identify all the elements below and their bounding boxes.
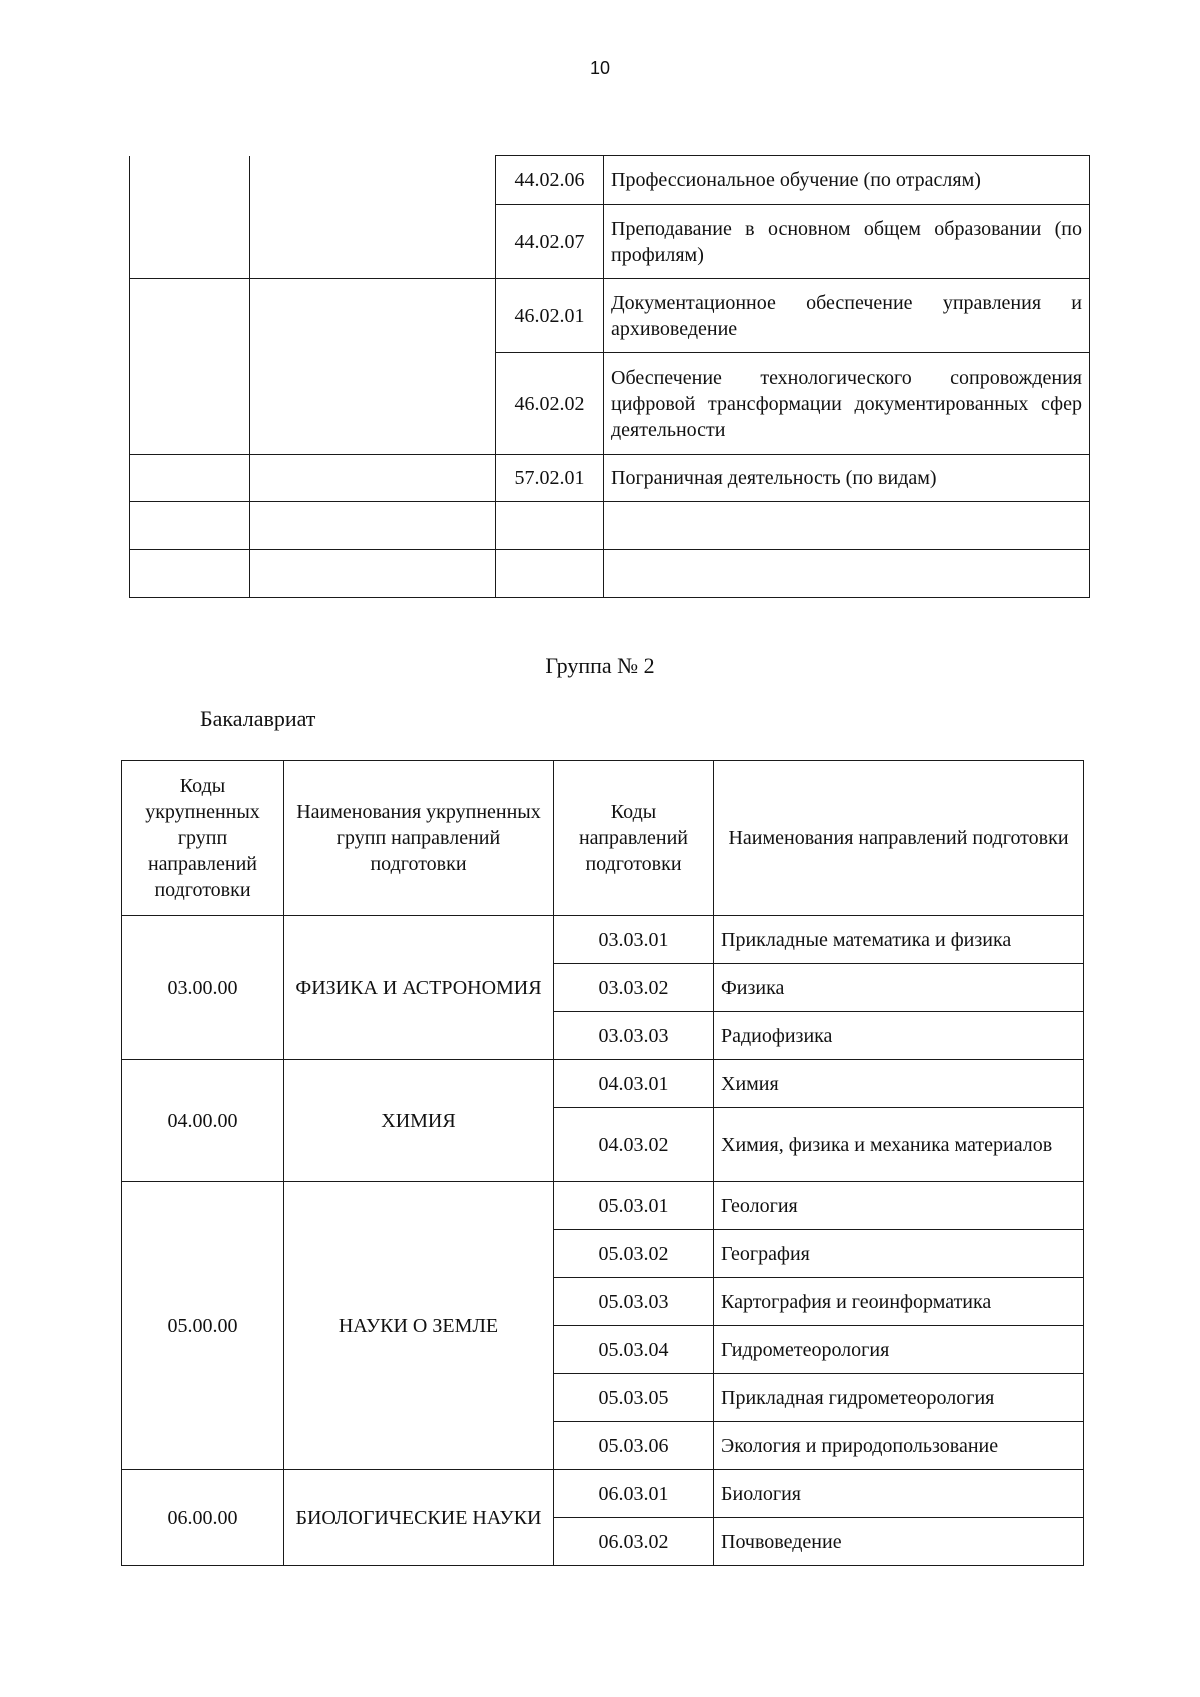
empty-cell (250, 550, 496, 598)
direction-name-cell: Картография и геоинформатика (714, 1278, 1084, 1326)
empty-cell (130, 502, 250, 550)
direction-code-cell: 05.03.03 (554, 1278, 714, 1326)
table-row (122, 1182, 1084, 1230)
group-name-cell (250, 455, 496, 502)
table-row (130, 502, 1090, 550)
direction-name-cell: Обеспечение технологического сопровождения цифровой трансформации документированных сфер деятельности (604, 353, 1090, 455)
direction-code-cell: 03.03.02 (554, 964, 714, 1012)
direction-name-cell: Профессиональное обучение (по отраслям) (604, 156, 1090, 205)
direction-code-cell: 06.03.02 (554, 1518, 714, 1566)
empty-cell (604, 502, 1090, 550)
level-label: Бакалавриат (200, 706, 316, 731)
direction-code-cell: 44.02.06 (496, 156, 604, 205)
header-direction-code: Коды направлений подготовки (554, 761, 714, 916)
group-name-cell (250, 279, 496, 455)
direction-name-cell: География (714, 1230, 1084, 1278)
direction-name-cell: Почвоведение (714, 1518, 1084, 1566)
direction-name-cell: Химия (714, 1060, 1084, 1108)
direction-code-cell: 57.02.01 (496, 455, 604, 502)
group-code-cell (130, 455, 250, 502)
direction-code-cell: 05.03.04 (554, 1326, 714, 1374)
direction-code-cell: 44.02.07 (496, 205, 604, 279)
header-group-code: Коды укрупненных групп направлений подготовки (122, 761, 284, 916)
directions-table (121, 760, 1084, 1566)
table-row (130, 550, 1090, 598)
empty-cell (604, 550, 1090, 598)
direction-name-cell: Физика (714, 964, 1084, 1012)
direction-name-cell: Биология (714, 1470, 1084, 1518)
direction-name-cell: Экология и природопользование (714, 1422, 1084, 1470)
table-header-row (122, 761, 1084, 916)
direction-code-cell: 05.03.01 (554, 1182, 714, 1230)
direction-name-cell: Геология (714, 1182, 1084, 1230)
group-code-cell: 04.00.00 (122, 1060, 284, 1182)
table-row (130, 455, 1090, 502)
direction-code-cell: 05.03.02 (554, 1230, 714, 1278)
group-code-cell: 03.00.00 (122, 916, 284, 1060)
empty-cell (250, 502, 496, 550)
header-group-name: Наименования укрупненных групп направлений подготовки (284, 761, 554, 916)
group-title: Группа № 2 (545, 653, 655, 678)
group-name-cell (250, 156, 496, 279)
group-name-cell: ХИМИЯ (284, 1060, 554, 1182)
direction-code-cell: 46.02.02 (496, 353, 604, 455)
empty-cell (130, 550, 250, 598)
group-code-cell (130, 279, 250, 455)
table-row (130, 156, 1090, 205)
direction-name-cell: Химия, физика и механика материалов (714, 1108, 1084, 1182)
direction-code-cell: 04.03.01 (554, 1060, 714, 1108)
header-direction-name: Наименования направлений подготовки (714, 761, 1084, 916)
direction-code-cell: 05.03.06 (554, 1422, 714, 1470)
group-code-cell (130, 156, 250, 279)
direction-code-cell: 04.03.02 (554, 1108, 714, 1182)
direction-name-cell: Прикладная гидрометеорология (714, 1374, 1084, 1422)
group-code-cell: 06.00.00 (122, 1470, 284, 1566)
direction-code-cell: 05.03.05 (554, 1374, 714, 1422)
direction-name-cell: Гидрометеорология (714, 1326, 1084, 1374)
continued-table (129, 155, 1090, 598)
group-name-cell: БИОЛОГИЧЕСКИЕ НАУКИ (284, 1470, 554, 1566)
group-name-cell: ФИЗИКА И АСТРОНОМИЯ (284, 916, 554, 1060)
direction-name-cell: Радиофизика (714, 1012, 1084, 1060)
table-row (122, 1470, 1084, 1518)
empty-cell (496, 550, 604, 598)
direction-code-cell: 03.03.03 (554, 1012, 714, 1060)
direction-name-cell: Пограничная деятельность (по видам) (604, 455, 1090, 502)
direction-code-cell: 03.03.01 (554, 916, 714, 964)
direction-code-cell: 06.03.01 (554, 1470, 714, 1518)
direction-name-cell: Документационное обеспечение управления и архивоведение (604, 279, 1090, 353)
direction-name-cell: Преподавание в основном общем образовании (по профилям) (604, 205, 1090, 279)
page-number: 10 (589, 58, 611, 78)
direction-name-cell: Прикладные математика и физика (714, 916, 1084, 964)
direction-code-cell: 46.02.01 (496, 279, 604, 353)
group-name-cell: НАУКИ О ЗЕМЛЕ (284, 1182, 554, 1470)
group-code-cell: 05.00.00 (122, 1182, 284, 1470)
table-row (122, 916, 1084, 964)
empty-cell (496, 502, 604, 550)
table-row (122, 1060, 1084, 1108)
table-row (130, 279, 1090, 353)
